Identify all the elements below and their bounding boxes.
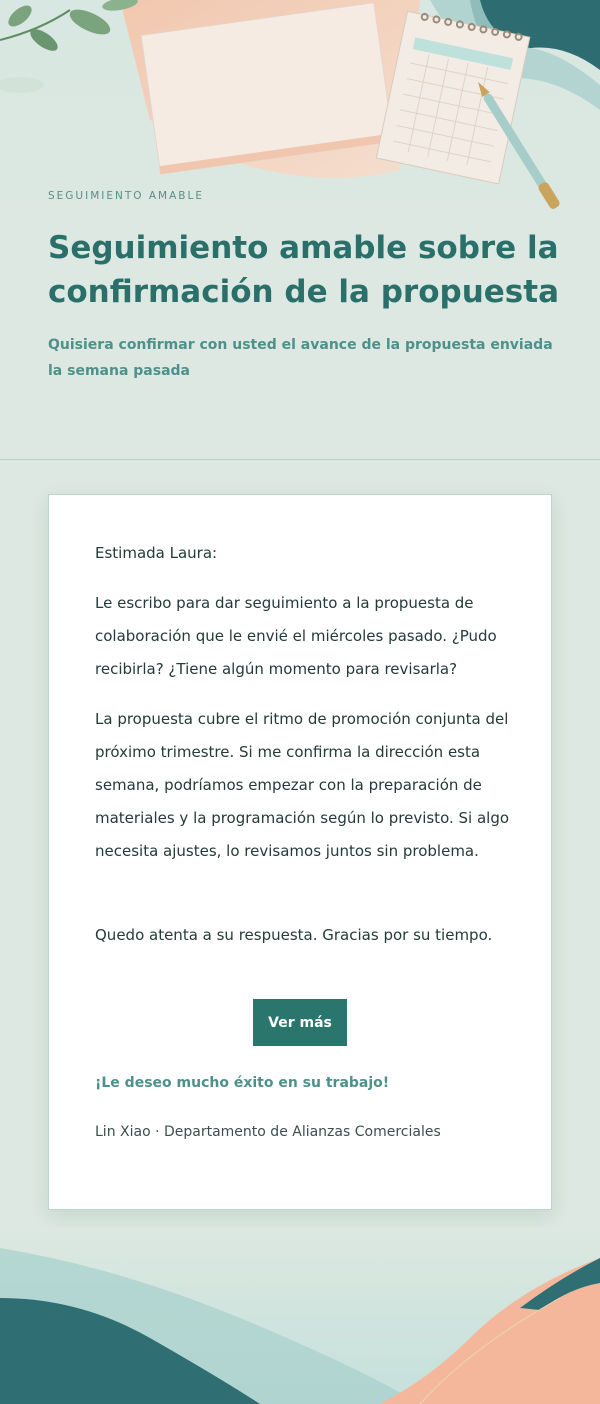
header-divider [0,459,600,460]
message-card [48,494,552,1210]
wave-illustration [0,1228,600,1404]
page-title: Seguimiento amable sobre la confirmación de la propuesta [48,230,559,310]
email-hero [0,0,600,460]
greeting: Estimada Laura: [95,544,218,562]
body-paragraph: La propuesta cubre el ritmo de promoción conjunta del próximo trimestre. Si me confirma la dirección esta semana, podríamos empezar con la preparación de materiales y la programación según lo previsto. Si algo necesita ajustes, lo revisamos juntos sin problema. [95,710,510,860]
body-paragraph: Le escribo para dar seguimiento a la propuesta de colaboración que le envié el miércoles pasado. ¿Pudo recibirla? ¿Tiene algún momento para revisarla? [95,594,497,678]
stationery-illustration [0,0,600,240]
closing-wish: ¡Le deseo mucho éxito en su trabajo! [95,1075,390,1091]
see-more-button[interactable]: Ver más [253,999,347,1046]
page-subtitle: Quisiera confirmar con usted el avance de la propuesta enviada la semana pasada [48,337,553,379]
eyebrow-label: SEGUIMIENTO AMABLE [48,190,204,202]
signature: Lin Xiao · Departamento de Alianzas Comerciales [95,1124,441,1140]
body-paragraph: Quedo atenta a su respuesta. Gracias por su tiempo. [95,926,493,944]
